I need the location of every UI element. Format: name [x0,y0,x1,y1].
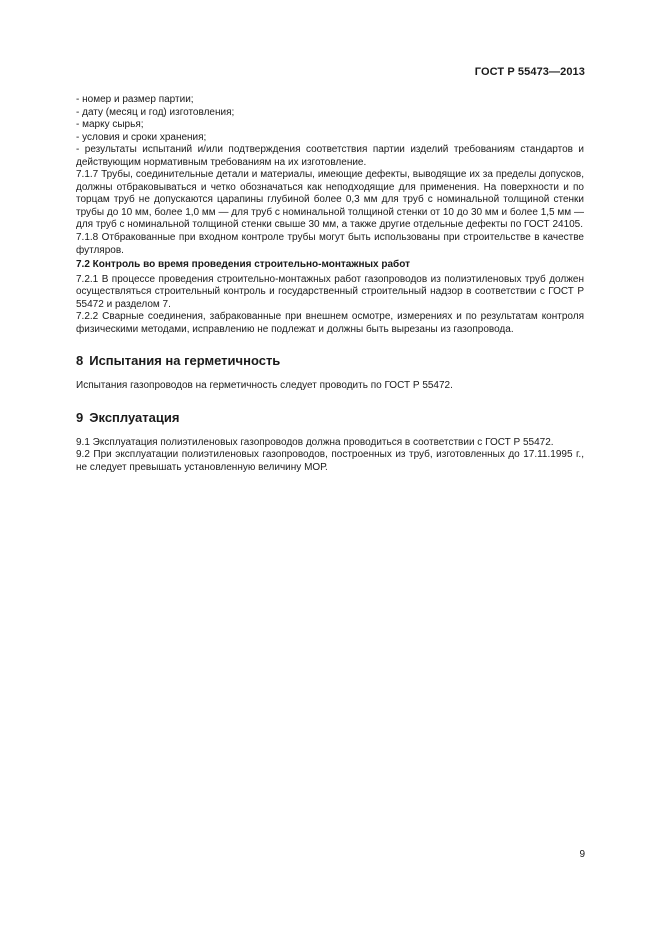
paragraph-7-1-8: 7.1.8 Отбракованные при входном контроле трубы могут быть использованы при строительстве в качестве футляров. [76,232,584,256]
list-item-last: - результаты испытаний и/или подтверждения соответствия партии изделий требованиям стандартов и действующим нормативным требованиям на их изготовление. [76,144,584,168]
paragraph-7-2-2: 7.2.2 Сварные соединения, забракованные при внешнем осмотре, измерениях и по результатам контроля физическими методами, исправлению не подлежат и должны быть вырезаны из газопровода. [76,311,584,335]
heading-7-2: 7.2 Контроль во время проведения строительно-монтажных работ [76,259,410,271]
list-item: - марку сырья; [76,119,144,131]
section-8-heading [76,353,584,369]
section-9-title: Эксплуатация [89,409,180,425]
list-item: - условия и сроки хранения; [76,131,207,143]
section-9-number: 9 [76,409,84,425]
document-body [76,94,584,475]
paragraph-9-1: 9.1 Эксплуатация полиэтиленовых газопроводов должна проводиться в соответствии с ГОСТ Р 55472. [76,436,554,448]
paragraph-7-2-1: 7.2.1 В процессе проведения строительно-монтажных работ газопроводов из полиэтиленовых труб должен осуществляться строительный контроль и государственный строительный надзор в соответствии с ГОСТ Р 55472 и разделом 7. [76,273,584,310]
document-header: ГОСТ Р 55473—2013 [474,66,585,78]
list-item: - номер и размер партии; [76,94,194,105]
section-8-title: Испытания на герметичность [89,353,281,369]
list-item: - дату (месяц и год) изготовления; [76,106,235,118]
section-9-heading [76,410,584,426]
paragraph-9-2: 9.2 При эксплуатации полиэтиленовых газопроводов, построенных из труб, изготовленных до 17.11.1995 г., не следует превышать установленную величину МОР. [76,449,584,474]
paragraph-7-1-7: 7.1.7 Трубы, соединительные детали и материалы, имеющие дефекты, выводящие их за пределы допусков, должны отбраковываться и четко обозначаться как неподходящие для применения. На поверхности и по торцам труб не допускаются царапины глубиной более 0,3 мм для труб с номинальной толщиной стенки трубы до 10 мм, более 1,0 мм — для труб с номинальной толщиной стенки от 10 до 30 мм и более 1,5 мм — для труб с номинальной толщиной стенки свыше 30 мм, а также другие отдельные дефекты по ГОСТ 24105. [76,169,584,231]
section-8-number: 8 [76,353,84,369]
section-8-text: Испытания газопроводов на герметичность следует проводить по ГОСТ Р 55472. [76,380,453,392]
page-number: 9 [579,849,585,860]
